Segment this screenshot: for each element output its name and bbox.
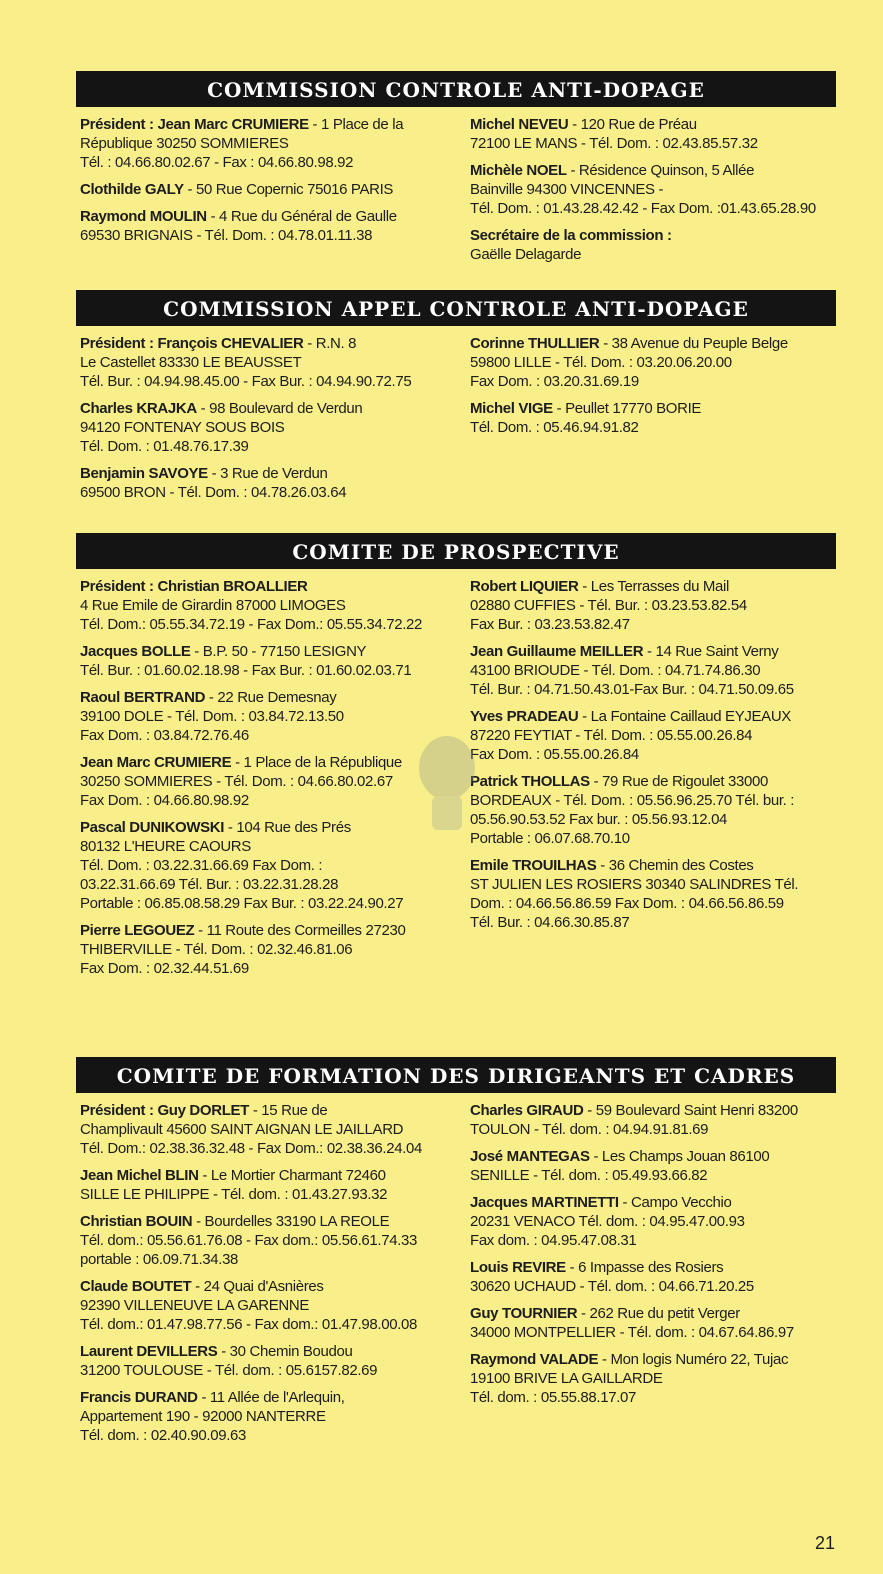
contact-entry: [80, 1388, 470, 1445]
contact-name: Michel NEVEU: [470, 116, 569, 133]
section-controle-anti-dopage: [76, 71, 836, 272]
contact-entry: [470, 1350, 836, 1407]
section-title: COMMISSION APPEL CONTROLE ANTI-DOPAGE: [76, 290, 836, 326]
contact-entry: [470, 334, 836, 391]
contact-entry: [470, 115, 836, 153]
contact-details: Gaëlle Delagarde: [470, 246, 582, 263]
contact-entry: [470, 161, 836, 218]
contact-entry: [470, 856, 836, 932]
contact-entry: [470, 1193, 836, 1250]
contact-entry: [80, 334, 470, 391]
contact-details: - 38 Avenue du Peuple Belge 59800 LILLE - Tél. Dom. : 03.20.06.20.00 Fax Dom. : 03.20.31.69.19: [470, 335, 788, 390]
contact-details: - La Fontaine Caillaud EYJEAUX 87220 FEYTIAT - Tél. Dom. : 05.55.00.26.84 Fax Dom. : 05.55.00.26.84: [470, 708, 791, 763]
contact-details: - Peullet 17770 BORIE Tél. Dom. : 05.46.94.91.82: [470, 400, 702, 436]
contact-details: - 1 Place de la République 30250 SOMMIERES - Tél. Dom. : 04.66.80.02.67 Fax Dom. : 04.66.80.98.92: [80, 754, 402, 809]
contact-details: - Résidence Quinson, 5 Allée Bainville 94300 VINCENNES - Tél. Dom. : 01.43.28.42.42 - Fax Dom. :01.43.65.28.90: [470, 162, 816, 217]
contact-name: José MANTEGAS: [470, 1148, 590, 1165]
contact-details: - 14 Rue Saint Verny 43100 BRIOUDE - Tél. Dom. : 04.71.74.86.30 Tél. Bur. : 04.71.50.43.01-Fax Bur. : 04.71.50.09.65: [470, 643, 794, 698]
contact-entry: [470, 707, 836, 764]
contact-entry: [470, 1147, 836, 1185]
contact-name: Francis DURAND: [80, 1389, 198, 1406]
contact-details: - R.N. 8 Le Castellet 83330 LE BEAUSSET Tél. Bur. : 04.94.98.45.00 - Fax Bur. : 04.94.90.72.75: [80, 335, 412, 390]
contact-entry: [80, 1212, 470, 1269]
contact-details: - 11 Route des Cormeilles 27230 THIBERVILLE - Tél. Dom. : 02.32.46.81.06 Fax Dom. : 02.32.44.51.69: [80, 922, 406, 977]
contact-entry: [470, 642, 836, 699]
contact-details: - 3 Rue de Verdun 69500 BRON - Tél. Dom. : 04.78.26.03.64: [80, 465, 347, 501]
contact-details: - 4 Rue du Général de Gaulle 69530 BRIGNAIS - Tél. Dom. : 04.78.01.11.38: [80, 208, 397, 244]
contact-name: Clothilde GALY: [80, 181, 184, 198]
contact-entry: [470, 226, 836, 264]
contact-entry: [80, 399, 470, 456]
contact-name: Président : Jean Marc CRUMIERE: [80, 116, 309, 133]
contact-entry: [80, 577, 470, 634]
contact-entry: [470, 1101, 836, 1139]
contact-entry: [470, 1258, 836, 1296]
contact-entry: [80, 921, 470, 978]
contact-name: Laurent DEVILLERS: [80, 1343, 218, 1360]
contact-name: Jean Michel BLIN: [80, 1167, 199, 1184]
contact-name: Jacques MARTINETTI: [470, 1194, 619, 1211]
contact-name: Président : François CHEVALIER: [80, 335, 304, 352]
contact-details: - 22 Rue Demesnay 39100 DOLE - Tél. Dom. : 03.84.72.13.50 Fax Dom. : 03.84.72.76.46: [80, 689, 344, 744]
contact-entry: [80, 1342, 470, 1380]
contact-name: Louis REVIRE: [470, 1259, 566, 1276]
contact-details: - 262 Rue du petit Verger 34000 MONTPELLIER - Tél. dom. : 04.67.64.86.97: [470, 1305, 794, 1341]
contact-details: - 79 Rue de Rigoulet 33000 BORDEAUX - Tél. Dom. : 05.56.96.25.70 Tél. bur. : 05.56.90.53.52 Fax bur. : 05.56.93.12.04 Portable : 06.07.68.70.10: [470, 773, 795, 847]
contact-name: Raymond MOULIN: [80, 208, 207, 225]
contact-name: Jean Marc CRUMIERE: [80, 754, 232, 771]
contact-details: - 15 Rue de Champlivault 45600 SAINT AIGNAN LE JAILLARD Tél. Dom.: 02.38.36.32.48 - Fax Dom.: 02.38.36.24.04: [80, 1102, 423, 1157]
contact-name: Secrétaire de la commission :: [470, 227, 672, 244]
contact-name: Robert LIQUIER: [470, 578, 579, 595]
contact-details: - Bourdelles 33190 LA REOLE Tél. dom.: 05.56.61.76.08 - Fax dom.: 05.56.61.74.33 portable : 06.09.71.34.38: [80, 1213, 418, 1268]
contact-name: Benjamin SAVOYE: [80, 465, 208, 482]
contact-details: - 1 Place de la République 30250 SOMMIERES Tél. : 04.66.80.02.67 - Fax : 04.66.80.98.92: [80, 116, 404, 171]
faded-logo-watermark: [402, 728, 492, 838]
contact-entry: [80, 1101, 470, 1158]
section-title: COMITE DE FORMATION DES DIRIGEANTS ET CADRES: [76, 1057, 836, 1093]
section-appel-controle-anti-dopage: [76, 290, 836, 510]
contact-details: - 98 Boulevard de Verdun 94120 FONTENAY SOUS BOIS Tél. Dom. : 01.48.76.17.39: [80, 400, 363, 455]
contact-details: - 11 Allée de l'Arlequin, Appartement 190 - 92000 NANTERRE Tél. dom. : 02.40.90.09.63: [80, 1389, 345, 1444]
contact-entry: [470, 399, 836, 437]
contact-details: - 6 Impasse des Rosiers 30620 UCHAUD - Tél. dom. : 04.66.71.20.25: [470, 1259, 754, 1295]
contact-details: - Mon logis Numéro 22, Tujac 19100 BRIVE LA GAILLARDE Tél. dom. : 05.55.88.17.07: [470, 1351, 789, 1406]
contact-details: - Le Mortier Charmant 72460 SILLE LE PHILIPPE - Tél. dom. : 01.43.27.93.32: [80, 1167, 388, 1203]
contact-details: - 24 Quai d'Asnières 92390 VILLENEUVE LA GARENNE Tél. dom.: 01.47.98.77.56 - Fax dom.: 01.47.98.00.08: [80, 1278, 418, 1333]
contact-entry: [80, 207, 470, 245]
contact-entry: [470, 1304, 836, 1342]
contact-name: Michèle NOEL: [470, 162, 567, 179]
contact-name: Guy TOURNIER: [470, 1305, 578, 1322]
section-title: COMMISSION CONTROLE ANTI-DOPAGE: [76, 71, 836, 107]
contact-details: - Les Terrasses du Mail 02880 CUFFIES - Tél. Bur. : 03.23.53.82.54 Fax Bur. : 03.23.53.82.47: [470, 578, 747, 633]
contact-details: - B.P. 50 - 77150 LESIGNY Tél. Bur. : 01.60.02.18.98 - Fax Bur. : 01.60.02.03.71: [80, 643, 412, 679]
section-formation-dirigeants: [76, 1057, 836, 1453]
section-title: COMITE DE PROSPECTIVE: [76, 533, 836, 569]
contact-name: Corinne THULLIER: [470, 335, 600, 352]
contact-details: - 59 Boulevard Saint Henri 83200 TOULON - Tél. dom. : 04.94.91.81.69: [470, 1102, 798, 1138]
contact-details: - 120 Rue de Préau 72100 LE MANS - Tél. Dom. : 02.43.85.57.32: [470, 116, 758, 152]
contact-name: Michel VIGE: [470, 400, 553, 417]
contact-entry: [470, 772, 836, 848]
contact-details: - Campo Vecchio 20231 VENACO Tél. dom. : 04.95.47.00.93 Fax dom. : 04.95.47.08.31: [470, 1194, 745, 1249]
contact-details: - 104 Rue des Prés 80132 L'HEURE CAOURS Tél. Dom. : 03.22.31.66.69 Fax Dom. : 03.22.31.66.69 Tél. Bur. : 03.22.31.28.28 Portable : 06.85.08.58.29 Fax Bur. : 03.22.24.90.27: [80, 819, 404, 912]
contact-details: - Les Champs Jouan 86100 SENILLE - Tél. dom. : 05.49.93.66.82: [470, 1148, 770, 1184]
contact-entry: [80, 1277, 470, 1334]
contact-name: Yves PRADEAU: [470, 708, 579, 725]
contact-name: Jacques BOLLE: [80, 643, 191, 660]
contact-name: Claude BOUTET: [80, 1278, 192, 1295]
contact-details: - 30 Chemin Boudou 31200 TOULOUSE - Tél. dom. : 05.6157.82.69: [80, 1343, 378, 1379]
contact-name: Pascal DUNIKOWSKI: [80, 819, 225, 836]
contact-name: Patrick THOLLAS: [470, 773, 590, 790]
contact-entry: [80, 180, 470, 199]
contact-name: Emile TROUILHAS: [470, 857, 597, 874]
contact-entry: [470, 577, 836, 634]
contact-name: Charles GIRAUD: [470, 1102, 584, 1119]
contact-name: Raoul BERTRAND: [80, 689, 206, 706]
contact-name: Pierre LEGOUEZ: [80, 922, 195, 939]
contact-name: Président : Guy DORLET: [80, 1102, 249, 1119]
contact-entry: [80, 1166, 470, 1204]
contact-name: Président : Christian BROALLIER: [80, 578, 308, 595]
contact-details: 4 Rue Emile de Girardin 87000 LIMOGES Tél. Dom.: 05.55.34.72.19 - Fax Dom.: 05.55.34.72.22: [80, 597, 423, 633]
contact-name: Christian BOUIN: [80, 1213, 193, 1230]
contact-name: Raymond VALADE: [470, 1351, 599, 1368]
contact-entry: [80, 464, 470, 502]
contact-name: Jean Guillaume MEILLER: [470, 643, 644, 660]
contact-name: Charles KRAJKA: [80, 400, 197, 417]
contact-details: - 50 Rue Copernic 75016 PARIS: [183, 181, 394, 198]
contact-details: - 36 Chemin des Costes ST JULIEN LES ROSIERS 30340 SALINDRES Tél. Dom. : 04.66.56.86.59 Fax Dom. : 04.66.56.86.59 Tél. Bur. : 04.66.30.85.87: [470, 857, 799, 931]
page-number: 21: [814, 1533, 835, 1553]
contact-entry: [80, 115, 470, 172]
contact-entry: [80, 642, 470, 680]
